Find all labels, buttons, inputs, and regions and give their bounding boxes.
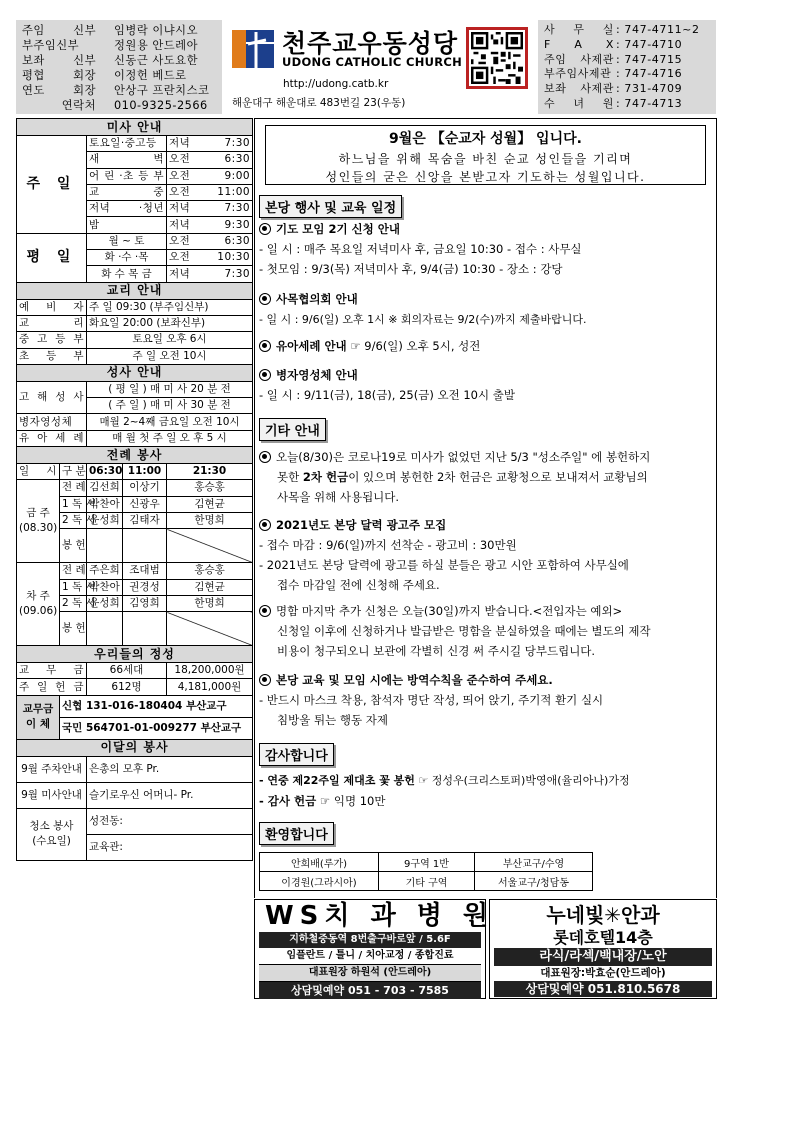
notice-paragraph: 본당 교육 및 모임 시에는 방역수칙을 준수하여 주세요. - 반드시 마스크 착용, 참석자 명단 작성, 띄어 앉기, 주기적 환기 실시 침방울 튀는 행동 자제	[259, 673, 604, 727]
liturgy-role: 2 독 서	[60, 595, 87, 611]
liturgy-person	[123, 529, 167, 563]
liturgy-person: 한명희	[167, 595, 253, 611]
phone-label: F A X	[544, 37, 614, 51]
banner-title: 9월은 【순교자 성월】 입니다.	[389, 131, 582, 147]
clergy-name: 신동근 사도요한	[114, 54, 198, 67]
mass-group: 어 린 ·초 등 부	[87, 168, 167, 184]
column-header: 11:00	[123, 464, 167, 480]
catechism-value: 주 일 09:30 (부주임신부)	[87, 299, 253, 315]
catechism-value: 토요일 오후 6시	[87, 332, 253, 348]
cleaning-label-line: 청소 봉사	[29, 820, 74, 833]
liturgy-person: 조대범	[123, 563, 167, 579]
event-title: 기도 모임 2기 신청 안내	[259, 219, 400, 239]
offering-count: 612명	[87, 679, 167, 695]
liturgy-person: 박찬아	[87, 579, 123, 595]
phone-label: 부주임사제관	[544, 67, 612, 81]
mass-time: 오전 6:30	[167, 233, 253, 249]
sacrament-value: 매 월 첫 주 일 오 후 5 시	[87, 430, 253, 446]
phone-box	[538, 20, 716, 114]
cleaning-label	[17, 808, 87, 860]
welcome-cell: 안희배(루가)	[260, 853, 379, 872]
event-title: 사목협의회 안내	[259, 289, 358, 309]
phone-row	[544, 53, 710, 68]
liturgy-role: 2 독 서	[60, 512, 87, 528]
liturgy-week	[17, 563, 60, 646]
phone-row	[544, 97, 710, 112]
liturgy-person: 주은희	[87, 563, 123, 579]
event-detail: - 첫모임 : 9/3(목) 저녁미사 후, 9/4(금) 10:30 - 장소 : 강당	[259, 262, 563, 276]
account-label-line: 교무금	[22, 703, 54, 716]
welcome-cell: 이경원(그라시아)	[260, 872, 379, 891]
catechism-label: 초 등 부	[17, 348, 87, 364]
sacrament-label: 유 아 세 례	[17, 430, 87, 446]
phone-number[interactable]: : 731-4709	[616, 82, 683, 96]
phone-label: 주임 사제관	[544, 52, 614, 66]
clergy-role: 연락처	[61, 99, 96, 112]
liturgy-person: 김현균	[167, 579, 253, 595]
dental-ad-phone: 상담및예약 051 - 703 - 7585	[259, 982, 481, 999]
catechism-label: 중 고 등 부	[17, 332, 87, 348]
column-header: 06:30	[87, 464, 123, 480]
thanks-line: - 연중 제22주일 제대초 꽃 봉헌 ☞ 정성우(크리스토퍼)박영애(율리아나)가정	[259, 774, 630, 787]
liturgy-week	[17, 480, 60, 563]
phone-label: 수 녀 원	[544, 96, 614, 110]
section-title: 미사 안내	[17, 119, 253, 136]
welcome-cell: 기타 구역	[379, 872, 475, 891]
liturgy-person: 이상기	[123, 480, 167, 496]
service-value: 은총의 모후 Pr.	[87, 756, 253, 782]
liturgy-person: 윤성희	[87, 595, 123, 611]
welcome-table	[259, 852, 593, 891]
dental-ad-title: WS치 과 병 원	[265, 901, 495, 931]
bullet-icon	[259, 223, 271, 235]
sacrament-label: 병자영성체	[17, 414, 87, 430]
liturgy-person	[87, 612, 123, 646]
catechism-value: 주 일 오전 10시	[87, 348, 253, 364]
mass-time: 오전 6:30	[167, 152, 253, 168]
offering-count: 66세대	[87, 663, 167, 679]
bullet-icon	[259, 369, 271, 381]
welcome-header: 환영합니다	[259, 822, 334, 845]
qr-code-icon[interactable]	[466, 27, 528, 89]
clergy-row	[22, 38, 216, 53]
sacrament-label: 고 해 성 사	[17, 381, 87, 414]
table-row	[17, 430, 253, 446]
table-row	[17, 739, 253, 756]
account-number: 국민 564701-01-009277 부산교구	[60, 717, 253, 739]
catechism-label: 예 비 자	[17, 299, 87, 315]
offering-label: 주 일 헌 금	[17, 679, 87, 695]
info-table	[16, 118, 253, 861]
dental-ad-services: 임플란트 / 틀니 / 치아교정 / 종합진료	[259, 948, 481, 965]
table-row	[17, 332, 253, 348]
welcome-cell: 9구역 1반	[379, 853, 475, 872]
section-title: 교리 안내	[17, 282, 253, 299]
bullet-icon	[259, 674, 271, 686]
dental-ad[interactable]	[254, 899, 495, 999]
church-address: 해운대구 해운대로 483번길 23(우동)	[232, 97, 406, 109]
table-row	[17, 364, 253, 381]
mass-time: 오전 10:30	[167, 250, 253, 266]
phone-label: 사 무 실	[544, 23, 614, 36]
event-title: 병자영성체 안내	[259, 365, 358, 385]
mass-group: 새 벽	[87, 152, 167, 168]
mass-group: 월 ~ 토	[87, 233, 167, 249]
liturgy-person: 박찬아	[87, 496, 123, 512]
bullet-icon	[259, 451, 271, 463]
phone-number[interactable]: : 747-4711~2	[616, 23, 700, 36]
phone-number[interactable]: : 747-4716	[616, 67, 683, 81]
table-row	[17, 695, 253, 717]
service-label: 9월 주차안내	[17, 756, 87, 782]
clergy-name: 안상구 프란치스코	[114, 84, 210, 97]
welcome-cell: 서울교구/청담동	[475, 872, 593, 891]
section-title: 성사 안내	[17, 364, 253, 381]
liturgy-person: 윤성희	[87, 512, 123, 528]
liturgy-person: 권경성	[123, 579, 167, 595]
table-row	[17, 480, 253, 496]
liturgy-week-label: 금 주	[26, 507, 50, 520]
welcome-row	[260, 872, 593, 891]
phone-number[interactable]: : 747-4713	[616, 96, 683, 110]
liturgy-role: 전 례	[60, 563, 87, 579]
table-row	[17, 563, 253, 579]
eye-ad-services: 라식/라섹/백내장/노안	[494, 948, 712, 966]
liturgy-person: 홍승홍	[167, 480, 253, 496]
mass-day-label: 주 일	[17, 136, 87, 234]
clergy-row	[22, 83, 216, 98]
mass-group: 토요일·중고등	[87, 136, 167, 152]
service-label: 9월 미사안내	[17, 782, 87, 808]
bullet-icon	[259, 519, 271, 531]
clergy-row	[22, 23, 216, 38]
liturgy-person	[167, 529, 253, 563]
event-title: 유아세례 안내 ☞ 9/6(일) 오후 5시, 성전	[259, 336, 480, 356]
notice-paragraph: 명함 마지막 추가 신청은 오늘(30일)까지 받습니다.<전입자는 예외> 신청일 이후에 신청하거나 발급받은 명함을 분실하였을 때에는 별도의 제작 비용이 청구되오니 보관에 각별히 신경 써 주시길 당부드립니다.	[259, 601, 709, 661]
liturgy-person: 홍승홍	[167, 563, 253, 579]
notice-paragraph: 오늘(8/30)은 코로나19로 미사가 없었던 지난 5/3 "성소주일" 에 봉헌하지 못한 2차 헌금이 있으며 봉헌한 2차 헌금은 교황청으로 보내져서 교황님의 사목을 위해 사용됩니다.	[259, 447, 709, 507]
account-label	[17, 695, 60, 739]
clergy-row	[22, 98, 216, 113]
phone-label: 보좌 사제관	[544, 82, 614, 96]
clergy-role: 주임 신부	[22, 24, 96, 37]
table-row	[17, 299, 253, 315]
sacrament-value: 매월 2~4째 금요일 오전 10시	[87, 414, 253, 430]
liturgy-person: 김현균	[167, 496, 253, 512]
table-row	[17, 381, 253, 397]
church-name-en: UDONG CATHOLIC CHURCH	[282, 55, 463, 69]
mass-time: 저녁 7:30	[167, 201, 253, 217]
welcome-row	[260, 853, 593, 872]
table-row	[17, 414, 253, 430]
table-row	[17, 808, 253, 834]
clergy-role: 평협 회장	[22, 69, 96, 82]
liturgy-week-date: (09.06)	[19, 605, 58, 618]
column-header: 일 시	[17, 464, 60, 480]
eye-ad-title: 누네빛✳안과	[546, 903, 660, 927]
church-name: 천주교우동성당	[282, 29, 459, 58]
clergy-name: 임병락 이냐시오	[114, 24, 198, 37]
liturgy-role: 봉 헌	[60, 529, 87, 563]
liturgy-person: 김영희	[123, 595, 167, 611]
banner-line: 하느님을 위해 목숨을 바친 순교 성인들을 기리며	[338, 152, 633, 166]
mass-time: 저녁 7:30	[167, 266, 253, 282]
other-header: 기타 안내	[259, 418, 326, 441]
mass-time: 오전 11:00	[167, 184, 253, 200]
offering-amount: 18,200,000원	[167, 663, 253, 679]
phone-row	[544, 67, 710, 82]
cleaning-label-line: (수요일)	[32, 835, 71, 848]
phone-row	[544, 23, 710, 38]
clergy-box	[16, 20, 222, 114]
liturgy-person: 김선희	[87, 480, 123, 496]
liturgy-role: 1 독 서	[60, 496, 87, 512]
clergy-role: 연도 회장	[22, 84, 96, 97]
event-detail: - 일 시 : 9/6(일) 오후 1시 ※ 회의자료는 9/2(수)까지 제출바랍니다.	[259, 313, 587, 326]
liturgy-person: 김태자	[123, 512, 167, 528]
cleaning-value: 성전동:	[87, 808, 253, 834]
table-row	[17, 663, 253, 679]
sacrament-value: ( 평 일 ) 매 미 사 20 분 전	[87, 381, 253, 397]
account-label-line: 이 체	[26, 718, 50, 731]
right-column	[254, 118, 717, 898]
clergy-role: 부주임신부	[22, 39, 80, 52]
liturgy-person: 신광우	[123, 496, 167, 512]
account-number: 신협 131-016-180404 부산교구	[60, 695, 253, 717]
table-row	[17, 679, 253, 695]
table-row	[17, 348, 253, 364]
table-row	[17, 119, 253, 136]
table-row	[17, 282, 253, 299]
mass-group: 밤	[87, 217, 167, 233]
catechism-label: 교 리	[17, 315, 87, 331]
dental-ad-location: 지하철중동역 8번출구바로앞 / 5.6F	[259, 932, 481, 948]
table-row	[17, 782, 253, 808]
offering-label: 교 무 금	[17, 663, 87, 679]
table-row	[17, 646, 253, 663]
cleaning-value: 교육관:	[87, 834, 253, 860]
clergy-role: 보좌 신부	[22, 54, 96, 67]
liturgy-role: 봉 헌	[60, 612, 87, 646]
mass-time: 저녁 9:30	[167, 217, 253, 233]
table-row	[17, 756, 253, 782]
liturgy-person	[123, 612, 167, 646]
phone-row	[544, 38, 710, 53]
welcome-cell: 부산교구/수영	[475, 853, 593, 872]
table-row	[17, 136, 253, 152]
service-value: 슬기로우신 어머니- Pr.	[87, 782, 253, 808]
mass-group: 교 중	[87, 184, 167, 200]
liturgy-role: 1 독 서	[60, 579, 87, 595]
liturgy-role: 전 례	[60, 480, 87, 496]
clergy-name: 정원용 안드레아	[114, 39, 198, 52]
clergy-row	[22, 53, 216, 68]
eye-ad-location: 롯데호텔14층	[553, 928, 653, 947]
liturgy-person	[167, 612, 253, 646]
liturgy-person	[87, 529, 123, 563]
event-detail: - 일 시 : 9/11(금), 18(금), 25(금) 오전 10시 출발	[259, 388, 515, 402]
banner-line: 성인들의 굳은 신앙을 본받고자 기도하는 성월입니다.	[325, 170, 646, 184]
table-row	[17, 315, 253, 331]
eye-ad-phone: 상담및예약 051.810.5678	[494, 981, 712, 997]
table-row	[17, 233, 253, 249]
offering-amount: 4,181,000원	[167, 679, 253, 695]
left-column	[16, 118, 252, 861]
liturgy-person: 한명희	[167, 512, 253, 528]
mass-time: 오전 9:00	[167, 168, 253, 184]
clergy-row	[22, 68, 216, 83]
phone-row	[544, 82, 710, 97]
bullet-icon	[259, 605, 271, 617]
thanks-line: - 감사 헌금 ☞ 익명 10만	[259, 794, 386, 808]
mass-group: 화 ·수 ·목	[87, 250, 167, 266]
mass-day-label: 평 일	[17, 233, 87, 282]
section-title: 이달의 봉사	[17, 739, 253, 756]
thanks-header: 감사합니다	[259, 743, 334, 766]
church-logo-icon	[232, 28, 274, 70]
event-detail: - 일 시 : 매주 목요일 저녁미사 후, 금요일 10:30 - 접수 : 사무실	[259, 242, 582, 256]
liturgy-week-date: (08.30)	[19, 522, 58, 535]
column-header: 21:30	[167, 464, 253, 480]
column-header: 구 분	[60, 464, 87, 480]
notice-paragraph: 2021년도 본당 달력 광고주 모집 - 접수 마감 : 9/6(일)까지 선착순 - 광고비 : 30만원 - 2021년도 본당 달력에 광고를 하실 분들은 광고 시안 포함하여 사무실에 접수 마감일 전에 신청해 주세요.	[259, 518, 629, 592]
mass-group: 저녁 ·청년	[87, 201, 167, 217]
events-header: 본당 행사 및 교육 일정	[259, 195, 402, 218]
monthly-banner	[265, 125, 706, 185]
phone-number[interactable]: : 747-4710	[616, 37, 683, 51]
phone-number[interactable]: : 747-4715	[616, 52, 683, 66]
liturgy-week-label: 차 주	[26, 590, 50, 603]
bullet-icon	[259, 293, 271, 305]
table-row	[17, 447, 253, 464]
catechism-value: 화요일 20:00 (보좌신부)	[87, 315, 253, 331]
dental-ad-director: 대표원장 하원석 (안드레아)	[259, 965, 481, 982]
mass-group: 화 수 목 금	[87, 266, 167, 282]
eye-ad-director: 대표원장:박효순(안드레아)	[540, 967, 666, 979]
clergy-name: 010-9325-2566	[114, 99, 208, 112]
sacrament-value: ( 주 일 ) 매 미 사 30 분 전	[87, 398, 253, 414]
bullet-icon	[259, 340, 271, 352]
section-title: 우리들의 정성	[17, 646, 253, 663]
church-url[interactable]: http://udong.catb.kr	[283, 78, 389, 90]
mass-time: 저녁 7:30	[167, 136, 253, 152]
table-row	[17, 464, 253, 480]
section-title: 전례 봉사	[17, 447, 253, 464]
eye-clinic-ad[interactable]	[489, 899, 717, 999]
clergy-name: 이정헌 베드로	[114, 69, 187, 82]
